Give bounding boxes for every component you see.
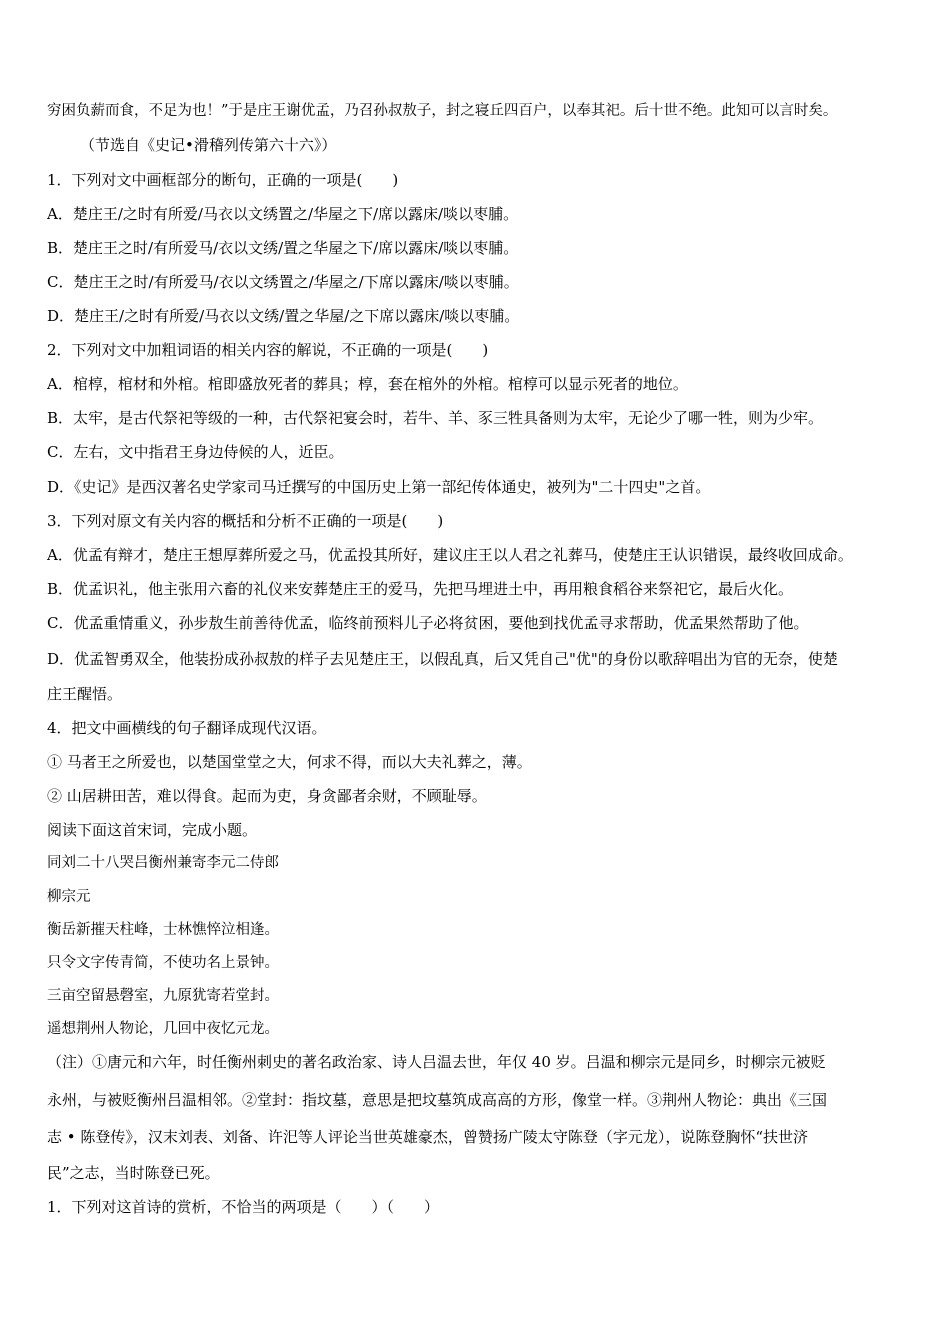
option-d: D．优孟智勇双全，他装扮成孙叔敖的样子去见楚庄王，以假乱真，后又凭自己"优"的身份以歌辞唱出为官的无奈，使楚 [47,650,838,668]
question-1: 1．下列对文中画框部分的断句，正确的一项是( ) [47,171,399,189]
reading-instruction: 阅读下面这首宋词，完成小题。 [47,821,258,839]
option-c: C．优孟重情重义，孙步敖生前善待优孟，临终前预料儿子必将贫困，要他到找优孟寻求帮助，优孟果然帮助了他。 [47,614,809,632]
annotation: 志 • 陈登传》，汉末刘表、刘备、许汜等人评论当世英雄豪杰，曾赞扬广陵太守陈登（字元龙），说陈登胸怀“扶世济 [47,1128,809,1146]
translation-item-2: ② 山居耕田苦，难以得食。起而为吏，身贪鄙者余财，不顾耻辱。 [47,787,487,805]
option-d-continued: 庄王醒悟。 [47,685,123,703]
question-3: 3．下列对原文有关内容的概括和分析不正确的一项是( ) [47,512,444,530]
poem-question-1: 1．下列对这首诗的赏析，不恰当的两项是（ ）（ ） [47,1198,440,1216]
option-b: B．优孟识礼，他主张用六畜的礼仪来安葬楚庄王的爱马，先把马埋进土中，再用粮食稻谷来祭祀它，最后火化。 [47,580,794,598]
option-c: C．楚庄王之时/有所爱马/衣以文绣置之/华屋之/下席以露床/啖以枣脯。 [47,273,519,291]
option-a: A．优孟有辩才，楚庄王想厚葬所爱之马，优孟投其所好，建议庄王以人君之礼葬马，使楚庄王认识错误，最终收回成命。 [47,546,853,564]
option-a: A．棺椁，棺材和外棺。棺即盛放死者的葬具；椁，套在棺外的外棺。棺椁可以显示死者的地位。 [47,375,688,393]
poem-title: 同刘二十八哭吕衡州兼寄李元二侍郎 [47,855,279,871]
annotation: 永州，与被贬衡州吕温相邻。②堂封：指坟墓，意思是把坟墓筑成高高的方形，像堂一样。③荆州人物论：典出《三国 [47,1091,828,1109]
source-note: （节选自《史记•滑稽列传第六十六》） [80,136,337,154]
question-4: 4．把文中画横线的句子翻译成现代汉语。 [47,719,327,737]
option-b: B．楚庄王之时/有所爱马/衣以文绣/置之华屋之下/席以露床/啖以枣脯。 [47,239,519,257]
annotation: 民”之志，当时陈登已死。 [47,1164,220,1182]
option-b: B．太牢，是古代祭祀等级的一种，古代祭祀宴会时，若牛、羊、豕三牲具备则为太牢，无论少了哪一牲，则为少牢。 [47,409,824,427]
option-a: A．楚庄王/之时有所爱/马衣以文绣置之/华屋之下/席以露床/啖以枣脯。 [47,205,519,223]
option-d: D．《史记》是西汉著名史学家司马迁撰写的中国历史上第一部纪传体通史，被列为"二十四史"之首。 [47,478,711,496]
question-2: 2．下列对文中加粗词语的相关内容的解说，不正确的一项是( ) [47,341,489,359]
poem-line: 遥想荆州人物论，几回中夜忆元龙。 [47,1021,279,1037]
poem-line: 三亩空留悬磬室，九原犹寄若堂封。 [47,988,279,1004]
option-c: C．左右，文中指君王身边侍候的人，近臣。 [47,443,344,461]
poem-line: 衡岳新摧天柱峰，士林憔悴泣相逢。 [47,922,279,938]
poem-line: 只令文字传青简，不使功名上景钟。 [47,955,279,971]
annotation: （注）①唐元和六年，时任衡州刺史的著名政治家、诗人吕温去世，年仅 40 岁。吕温和柳宗元是同乡，时柳宗元被贬 [47,1053,826,1071]
translation-item-1: ① 马者王之所爱也，以楚国堂堂之大，何求不得，而以大夫礼葬之，薄。 [47,753,532,771]
poem-author: 柳宗元 [47,889,91,905]
text-line: 穷困负薪而食，不足为也！”于是庄王谢优孟，乃召孙叔敖子，封之寝丘四百户，以奉其祀。后十世不绝。此知可以言时矣。 [47,103,838,119]
option-d: D．楚庄王/之时有所爱/马衣以文绣/置之华屋/之下席以露床/啖以枣脯。 [47,307,520,325]
